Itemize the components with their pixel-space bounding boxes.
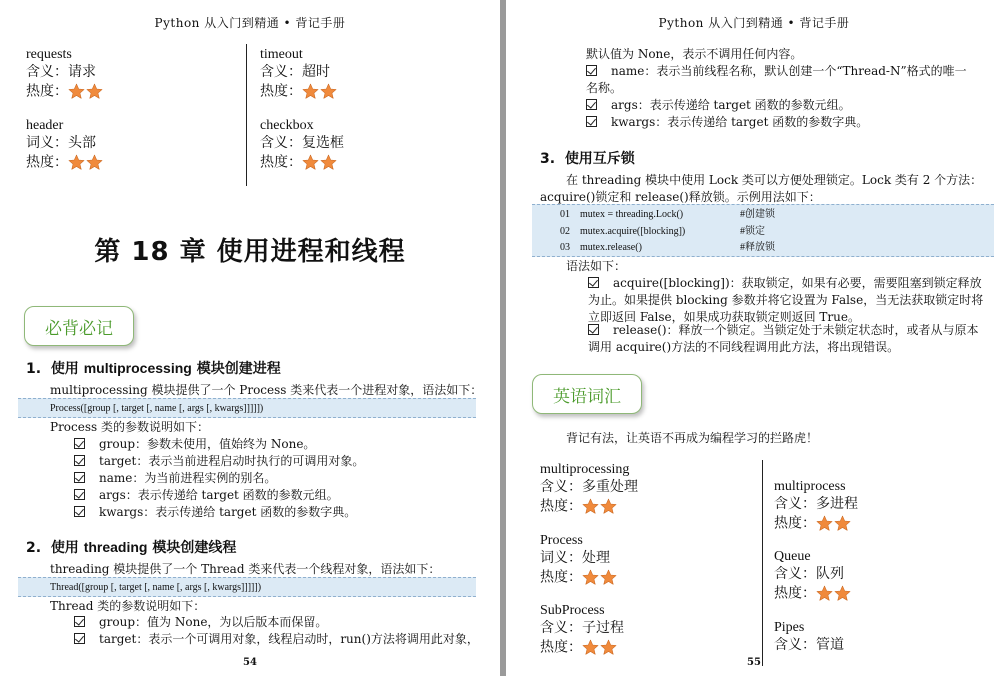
page-number: 54 bbox=[243, 657, 257, 668]
vocab-meaning: 多进程 bbox=[816, 496, 858, 512]
param-item: target：表示当前进程启动时执行的可调用对象。 bbox=[74, 453, 364, 470]
paragraph: acquire()锁定和 release()释放锁。示例用法如下： bbox=[540, 190, 821, 204]
star-icon bbox=[86, 154, 103, 171]
checkbox-icon bbox=[74, 472, 85, 483]
page-number: 55 bbox=[747, 657, 761, 668]
param-item: name：为当前进程实例的别名。 bbox=[74, 470, 276, 487]
star-icon bbox=[600, 569, 617, 586]
checkbox-icon bbox=[74, 455, 85, 466]
vocab-meaning: 复选框 bbox=[302, 135, 344, 151]
param-item: group：值为 None，为以后版本而保留。 bbox=[74, 614, 327, 631]
code-line: 03 mutex.release() #释放锁 bbox=[560, 242, 775, 253]
param-item: acquire([blocking])：获取锁定，如果有必要，需要阻塞到锁定释放 为止。如果提供 blocking 参数并将它设置为 False，当无法获取锁定时将 立即返回 False，如果成功获取锁定则返回 True。 bbox=[588, 276, 984, 324]
checkbox-icon bbox=[586, 116, 597, 127]
vocab-entry: Queue 含义：队列 热度： bbox=[774, 548, 852, 604]
star-icon bbox=[302, 154, 319, 171]
vocab-entry: SubProcess 含义：子过程 热度： bbox=[540, 603, 624, 656]
vocab-word: SubProcess bbox=[540, 603, 605, 618]
column-divider bbox=[246, 44, 247, 186]
vocab-meaning: 头部 bbox=[68, 135, 96, 151]
vocab-meaning: 多重处理 bbox=[582, 479, 638, 495]
star-icon bbox=[834, 585, 851, 602]
star-icon bbox=[86, 83, 103, 100]
vocab-meaning: 管道 bbox=[816, 637, 844, 653]
star-icon bbox=[582, 569, 599, 586]
vocab-meaning: 请求 bbox=[68, 64, 96, 80]
code-line: 01 mutex = threading.Lock() #创建锁 bbox=[560, 209, 775, 220]
paragraph: 语法如下： bbox=[566, 259, 627, 273]
checkbox-icon bbox=[588, 277, 599, 288]
heat-stars bbox=[68, 82, 104, 101]
vocab-entry: Pipes 含义：管道 bbox=[774, 620, 844, 653]
vocab-meaning: 处理 bbox=[582, 550, 610, 566]
code-block bbox=[532, 204, 994, 257]
page-header: Python 从入门到精通 • 背记手册 bbox=[154, 16, 346, 30]
vocab-entry bbox=[260, 46, 338, 102]
checkbox-icon bbox=[586, 99, 597, 110]
heat-stars bbox=[582, 638, 618, 657]
heat-label: 热度： bbox=[26, 154, 68, 171]
section-tag: 英语词汇 bbox=[532, 374, 642, 414]
heat-stars bbox=[582, 497, 618, 516]
code-block bbox=[18, 398, 476, 418]
heat-stars bbox=[302, 82, 338, 101]
param-item: name：表示当前线程名称，默认创建一个“Thread-N”格式的唯一 名称。 bbox=[586, 64, 967, 95]
code-block bbox=[18, 577, 476, 597]
vocab-entry bbox=[260, 117, 344, 173]
vocab-meaning-label: 含义： bbox=[260, 135, 302, 151]
code-line: Process([group [, target [, name [, args [, kwargs]]]]]) bbox=[50, 403, 264, 414]
paragraph: 在 threading 模块中使用 Lock 类可以方便处理锁定。Lock 类有 2 个方法： bbox=[566, 173, 983, 187]
vocab-entry: multiprocessing 含义：多重处理 热度： bbox=[540, 462, 638, 515]
heat-stars bbox=[582, 568, 618, 587]
code-line: Thread([group [, target [, name [, args [, kwargs]]]]]) bbox=[50, 582, 262, 593]
star-icon bbox=[582, 639, 599, 656]
vocab-meaning: 超时 bbox=[302, 64, 330, 80]
vocab-word: checkbox bbox=[260, 118, 314, 133]
vocab-meaning: 子过程 bbox=[582, 620, 624, 636]
section-heading: 3. 使用互斥锁 bbox=[540, 151, 635, 167]
section-heading: 1. 使用 multiprocessing 模块创建进程 bbox=[26, 360, 281, 377]
checkbox-icon bbox=[74, 506, 85, 517]
checkbox-icon bbox=[74, 438, 85, 449]
vocab-entry bbox=[26, 117, 104, 173]
column-divider bbox=[762, 460, 763, 666]
vocab-word: requests bbox=[26, 47, 72, 62]
star-icon bbox=[582, 498, 599, 515]
page-header: Python 从入门到精通 • 背记手册 bbox=[658, 16, 850, 30]
heat-stars bbox=[302, 153, 338, 172]
vocab-word: multiprocessing bbox=[540, 462, 630, 477]
checkbox-icon bbox=[74, 489, 85, 500]
heat-stars bbox=[816, 514, 852, 533]
star-icon bbox=[320, 83, 337, 100]
section-heading: 2. 使用 threading 模块创建线程 bbox=[26, 539, 237, 556]
paragraph: multiprocessing 模块提供了一个 Process 类来代表一个进程对象，语法如下： bbox=[50, 383, 483, 397]
vocab-meaning: 队列 bbox=[816, 566, 844, 582]
star-icon bbox=[68, 83, 85, 100]
param-item: args：表示传递给 target 函数的参数元组。 bbox=[586, 97, 851, 114]
checkbox-icon bbox=[74, 616, 85, 627]
star-icon bbox=[68, 154, 85, 171]
paragraph: 默认值为 None，表示不调用任何内容。 bbox=[586, 47, 803, 61]
paragraph: Process 类的参数说明如下： bbox=[50, 420, 209, 434]
checkbox-icon bbox=[586, 65, 597, 76]
param-item: group：参数未使用，值始终为 None。 bbox=[74, 436, 315, 453]
checkbox-icon bbox=[74, 633, 85, 644]
chapter-title: 第 18 章 使用进程和线程 bbox=[94, 237, 406, 267]
vocab-meaning-label: 词义： bbox=[26, 135, 68, 151]
vocab-word: Pipes bbox=[774, 620, 805, 635]
heat-label: 热度： bbox=[260, 154, 302, 171]
param-item: kwargs：表示传递给 target 函数的参数字典。 bbox=[586, 114, 868, 131]
vocab-meaning-label: 含义： bbox=[260, 64, 302, 80]
star-icon bbox=[600, 498, 617, 515]
star-icon bbox=[600, 639, 617, 656]
star-icon bbox=[320, 154, 337, 171]
heat-label: 热度： bbox=[26, 83, 68, 100]
code-line: 02 mutex.acquire([blocking]) #锁定 bbox=[560, 225, 765, 237]
star-icon bbox=[816, 585, 833, 602]
param-item: args：表示传递给 target 函数的参数元组。 bbox=[74, 487, 339, 504]
paragraph: 背记有法，让英语不再成为编程学习的拦路虎！ bbox=[566, 431, 819, 445]
heat-stars bbox=[68, 153, 104, 172]
checkbox-icon bbox=[588, 324, 599, 335]
star-icon bbox=[816, 515, 833, 532]
vocab-word: Process bbox=[540, 533, 583, 548]
vocab-entry: multiprocess 含义：多进程 热度： bbox=[774, 479, 858, 532]
star-icon bbox=[302, 83, 319, 100]
paragraph: Thread 类的参数说明如下： bbox=[50, 599, 206, 613]
vocab-word: Queue bbox=[774, 549, 811, 564]
param-item: kwargs：表示传递给 target 函数的参数字典。 bbox=[74, 504, 356, 521]
left-page bbox=[0, 0, 500, 676]
vocab-word: header bbox=[26, 118, 64, 133]
heat-stars bbox=[816, 584, 852, 603]
vocab-entry: Process 词义：处理 热度： bbox=[540, 532, 618, 588]
right-page bbox=[506, 0, 1002, 676]
param-item: target：表示一个可调用对象，线程启动时，run()方法将调用此对象， bbox=[74, 631, 479, 648]
section-tag: 必背必记 bbox=[24, 306, 134, 346]
vocab-word: multiprocess bbox=[774, 479, 846, 494]
param-item: release()：释放一个锁定。当锁定处于未锁定状态时，或者从与原本 调用 acquire()方法的不同线程调用此方法，将出现错误。 bbox=[588, 323, 979, 354]
vocab-meaning-label: 含义： bbox=[26, 64, 68, 80]
vocab-word: timeout bbox=[260, 47, 303, 62]
paragraph: threading 模块提供了一个 Thread 类来代表一个线程对象，语法如下： bbox=[50, 562, 441, 576]
vocab-entry bbox=[26, 46, 104, 102]
heat-label: 热度： bbox=[260, 83, 302, 100]
star-icon bbox=[834, 515, 851, 532]
